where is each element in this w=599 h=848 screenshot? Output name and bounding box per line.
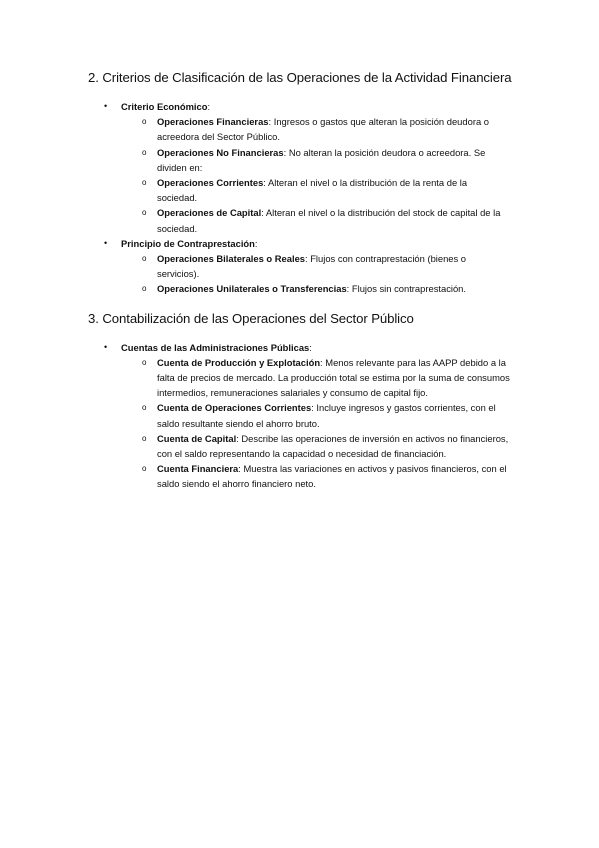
sub-list-item bbox=[142, 175, 502, 205]
definition: : Muestra las variaciones en activos y pasivos financieros, con el saldo siendo el ahorro financiero neto. bbox=[157, 463, 507, 490]
bullet-dot-icon: • bbox=[104, 101, 108, 111]
term: Operaciones de Capital bbox=[157, 207, 262, 219]
sub-list-item bbox=[142, 461, 512, 491]
bullet-dot-icon: • bbox=[104, 341, 108, 352]
section-heading: 3. Contabilización de las Operaciones del Sector Público bbox=[88, 310, 414, 326]
definition: : Describe las operaciones de inversión en activos no financieros, con el saldo representando la capacidad o necesidad de financiación. bbox=[157, 432, 509, 460]
definition: : Incluye ingresos y gastos corrientes, con el saldo resultante siendo el ahorro bruto. bbox=[157, 402, 496, 429]
bullet-circle-icon: o bbox=[142, 208, 147, 218]
term: Cuenta de Producción y Explotación bbox=[157, 356, 321, 368]
bullet-dot-icon: • bbox=[104, 237, 108, 248]
bullet-circle-icon: o bbox=[142, 284, 147, 294]
term: Cuenta de Capital bbox=[157, 432, 237, 444]
term: Operaciones No Financieras bbox=[157, 146, 284, 158]
sub-list-item bbox=[142, 205, 502, 235]
bullet-list bbox=[88, 340, 529, 492]
bullet-circle-icon: o bbox=[142, 357, 147, 367]
sub-list-item bbox=[142, 400, 512, 430]
list-item-suffix: : bbox=[309, 341, 312, 353]
term: Operaciones Corrientes bbox=[157, 177, 264, 189]
definition: : Alteran el nivel o la distribución de la renta de la sociedad. bbox=[157, 177, 468, 204]
bullet-circle-icon: o bbox=[142, 433, 147, 443]
bullet-circle-icon: o bbox=[142, 117, 147, 127]
definition: : Flujos sin contraprestación. bbox=[346, 283, 466, 295]
term: Operaciones Financieras bbox=[157, 116, 269, 128]
bullet-circle-icon: o bbox=[142, 464, 147, 474]
definition: : Ingresos o gastos que alteran la posición deudora o acreedora del Sector Público. bbox=[157, 116, 489, 143]
list-item-suffix: : bbox=[254, 237, 258, 249]
term: Cuenta Financiera bbox=[157, 463, 239, 475]
term: Operaciones Bilaterales o Reales bbox=[157, 253, 305, 265]
list-item-cuentas-aapp bbox=[104, 340, 529, 492]
sub-bullet-list bbox=[121, 355, 512, 492]
sub-list-item bbox=[142, 281, 502, 296]
definition: : Alteran el nivel o la distribución del stock de capital de la sociedad. bbox=[157, 207, 501, 234]
sub-bullet-list bbox=[121, 114, 502, 236]
sub-list-item bbox=[142, 355, 512, 401]
list-item-title: Cuentas de las Administraciones Públicas bbox=[121, 341, 310, 353]
bullet-circle-icon: o bbox=[142, 178, 147, 188]
list-item-principio-contraprestacion bbox=[104, 236, 529, 297]
sub-list-item bbox=[142, 145, 502, 175]
list-item-title: Principio de Contraprestación bbox=[121, 237, 255, 249]
section-classification-criteria bbox=[88, 70, 529, 297]
term: Operaciones Unilaterales o Transferencias bbox=[157, 283, 347, 295]
bullet-circle-icon: o bbox=[142, 254, 147, 264]
list-item-criterio-economico bbox=[104, 99, 529, 236]
bullet-circle-icon: o bbox=[142, 147, 147, 157]
bullet-circle-icon: o bbox=[142, 403, 147, 413]
list-item-title: Criterio Económico bbox=[121, 101, 208, 112]
definition: : Flujos con contraprestación (bienes o servicios). bbox=[157, 253, 467, 280]
term: Cuenta de Operaciones Corrientes bbox=[157, 402, 312, 414]
sub-list-item bbox=[142, 114, 502, 144]
bullet-list bbox=[88, 99, 529, 297]
sub-list-item bbox=[142, 431, 512, 461]
section-heading: 2. Criterios de Clasificación de las Operaciones de la Actividad Financiera bbox=[88, 70, 512, 85]
definition: : Menos relevante para las AAPP debido a la falta de precios de mercado. La producción total se estima por la suma de consumos intermedios, remuneraciones salariales y consumo de capital fijo. bbox=[157, 356, 510, 399]
definition: : No alteran la posición deudora o acreedora. Se dividen en: bbox=[157, 146, 486, 173]
list-item-suffix: : bbox=[207, 101, 211, 112]
section-public-sector-accounting bbox=[88, 311, 529, 492]
sub-bullet-list bbox=[121, 251, 502, 297]
sub-list-item bbox=[142, 251, 502, 281]
